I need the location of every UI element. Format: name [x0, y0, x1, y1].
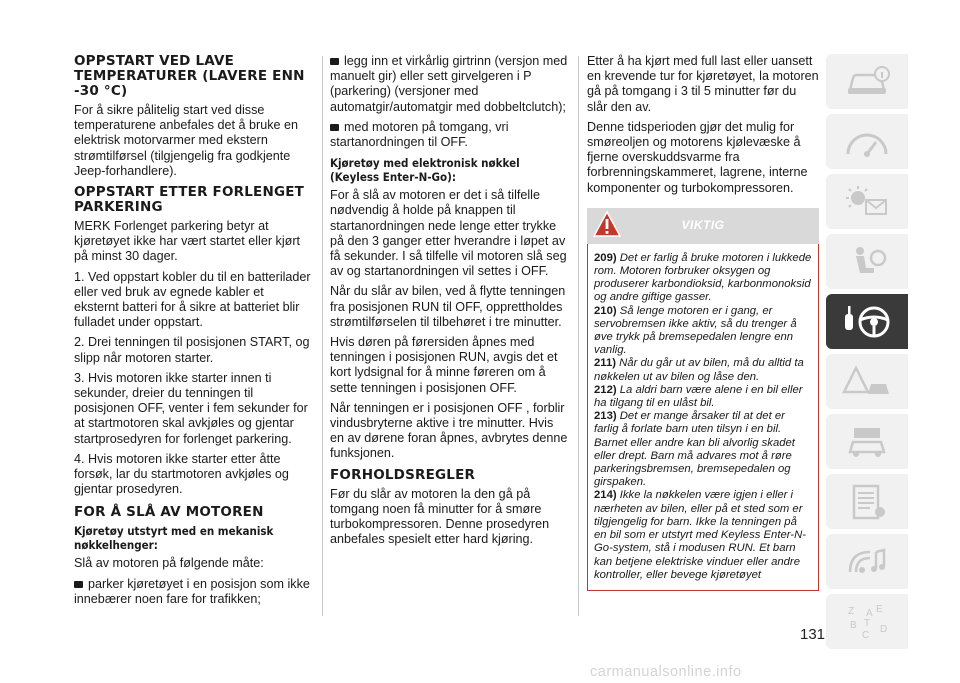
technical-data-icon: [842, 484, 892, 520]
multimedia-icon: [842, 544, 892, 580]
paragraph: For å slå av motoren er det i så tilfelle nødvendig å holde på knappen til startanordningen nede lenge etter trykke på den 3 ganger etter hverandre i løpet av få sekunder. I så tilfelle vil motoren slå seg av og startanordningen vil settes i OFF.: [330, 188, 567, 279]
notice-item: [594, 357, 812, 383]
index-letter: Z: [848, 605, 855, 617]
index-letter: B: [850, 619, 857, 631]
key-steering-wheel-icon: [839, 302, 895, 342]
text-column-3: [587, 54, 819, 591]
tab-starting-driving[interactable]: [826, 294, 908, 349]
tab-lights[interactable]: [826, 174, 908, 229]
notice-number: 213): [594, 410, 617, 423]
notice-number: 211): [594, 357, 616, 370]
index-letter: A: [866, 607, 873, 619]
notice-text: Ikke la nøkkelen være igjen i eller i nærheten av bilen, eller på et sted som er tilgjengelig for barn. Ikke la tenningen på en bil som er utstyrt med Keyless Enter-N-Go-system, stå i modusen RUN. Et barn kan betjene elektriske vinduer eller andre kontroller, eller bevege kjøretøyet: [594, 489, 806, 581]
watermark: carmanualsonline.info: [590, 664, 742, 680]
bullet-item: med motoren på tomgang, vri startanordningen til OFF.: [330, 120, 568, 150]
car-maintenance-icon: [842, 424, 892, 460]
heading-cold-start: OPPSTART VED LAVE TEMPERATURER (LAVERE ENN -30 °C): [74, 53, 305, 99]
index-alphabet-icon: [842, 602, 892, 642]
notice-number: 210): [594, 304, 617, 317]
tab-dashboard[interactable]: [826, 114, 908, 169]
notice-number: 214): [594, 489, 617, 502]
dashboard-gauge-icon: [842, 124, 892, 160]
paragraph: Hvis døren på førersiden åpnes med tenningen i posisjonen RUN, avgis det et kort lydsignal for å minne føreren om å sette tenningen i posisjonen OFF.: [330, 335, 558, 395]
tab-index[interactable]: [826, 594, 908, 649]
paragraph: Slå av motoren på følgende måte:: [74, 556, 264, 571]
paragraph: MERK Forlenget parkering betyr at kjøretøyet ikke har vært startet eller kjørt på minst 30 dager.: [74, 219, 301, 264]
paragraph: 4. Hvis motoren ikke starter etter åtte forsøk, lar du startmotoren avkjøles og gjentar prosedyren.: [74, 451, 289, 497]
index-letter: C: [862, 629, 870, 641]
notice-number: 209): [594, 251, 617, 264]
heading-precautions: FORHOLDSREGLER: [330, 466, 476, 483]
chapter-tabs: [826, 54, 908, 654]
important-notice-body: [587, 244, 819, 591]
warning-triangle-car-icon: [842, 364, 892, 400]
paragraph: 1. Ved oppstart kobler du til en batterilader eller ved bruk av egnede kabler et eksternt batteri for å sikre at batteriet blir fulladet under oppstart.: [74, 269, 311, 330]
notice-text: La aldri barn være alene i en bil eller ha tilgang til en ulåst bil.: [594, 383, 803, 410]
paragraph: 3. Hvis motoren ikke starter innen ti sekunder, dreier du tenningen til posisjonen OFF, venter i fem sekunder for at startmotoren skal avkjøles og gjentar startprosedyren for forlenget parkering.: [74, 370, 308, 446]
paragraph: Når tenningen er i posisjonen OFF , forblir vindusbryterne aktive i tre minutter. Hvis en av dørene foran åpnes, avbrytes denne funksjonen.: [330, 400, 568, 461]
index-letter: E: [876, 603, 883, 615]
paragraph: Når du slår av bilen, ved å flytte tenningen fra posisjonen RUN til OFF, opprettholdes strømtilførselen til tilbehøret i tre minutter.: [330, 284, 566, 329]
tab-car-info[interactable]: [826, 54, 908, 109]
notice-text: Det er mange årsaker til at det er farlig å forlate barn uten tilsyn i en bil. Barnet eller andre kan bli alvorlig skadet eller drept. Barn må advares mot å røre parkeringsbremsen, bremsepedalen og girspaken.: [594, 410, 795, 489]
index-letter: T: [864, 617, 871, 629]
tab-technical-data[interactable]: [826, 474, 908, 529]
airbag-seat-icon: [842, 244, 892, 280]
important-notice-box: [587, 208, 819, 591]
heading-engine-off: FOR Å SLÅ AV MOTOREN: [74, 504, 264, 521]
notice-item: [594, 252, 812, 305]
notice-item: [594, 410, 812, 489]
heading-extended-parking: OPPSTART ETTER FORLENGET PARKERING: [74, 184, 305, 216]
paragraph: For å sikre pålitelig start ved disse temperaturene anbefales det å bruke en elektrisk motorvarmer med ekstern strømtilførsel (tilgjengelig fra godkjente Jeep-forhandlere).: [74, 103, 299, 178]
paragraph: Etter å ha kjørt med full last eller uansett en krevende tur for kjøretøyet, la motoren gå på tomgang i 3 til 5 minutter før du slår den av.: [587, 54, 819, 114]
notice-number: 212): [594, 383, 617, 396]
bullet-item: legg inn et virkårlig girtrinn (versjon med manuelt gir) eller sett girvelgeren i P (parkering) (versjoner med automatgir/automatgir med dobbeltclutch);: [330, 54, 568, 114]
notice-text: Det er farlig å bruke motoren i lukkede rom. Motoren forbruker oksygen og produserer karbondioksid, karbonmonoksid og andre giftige gasser.: [594, 251, 812, 304]
subheading-keyless: Kjøretøy med elektronisk nøkkel (Keyless Enter-N-Go):: [330, 156, 520, 185]
important-notice-title: VIKTIG: [681, 217, 725, 232]
paragraph: Denne tidsperioden gjør det mulig for smøreoljen og motorens kjølevæske å fjerne overskuddsvarme fra forbrenningskammeret, lagrene, interne komponenter og turbokompressoren.: [587, 119, 808, 195]
tab-safety[interactable]: [826, 234, 908, 289]
notice-text: Så lenge motoren er i gang, er servobremsen ikke aktiv, så du trenger å øve trykk på bremsepedalen lengre enn vanlig.: [594, 304, 797, 357]
column-divider: [578, 56, 579, 616]
tab-maintenance[interactable]: [826, 414, 908, 469]
column-divider: [322, 56, 323, 616]
text-column-2: [330, 54, 568, 552]
paragraph: Før du slår av motoren la den gå på tomgang noen få minutter for å smøre turbokompressoren. Denne prosedyren anbefales spesielt etter hard kjøring.: [330, 486, 550, 547]
important-notice-header: [587, 208, 819, 244]
page-number: 131: [800, 626, 826, 643]
paragraph: 2. Drei tenningen til posisjonen START, og slipp når motoren starter.: [74, 335, 310, 365]
notice-item: [594, 489, 812, 581]
notice-item: [594, 384, 812, 410]
tab-emergency[interactable]: [826, 354, 908, 409]
lights-envelope-icon: [842, 184, 892, 220]
text-column-1: [74, 54, 312, 612]
car-info-icon: [842, 64, 892, 100]
notice-text: Når du går ut av bilen, må du alltid ta nøkkelen ut av bilen og låse den.: [594, 357, 804, 383]
index-letter: D: [880, 623, 888, 635]
bullet-item: parker kjøretøyet i en posisjon som ikke innebærer noen fare for trafikken;: [74, 577, 312, 607]
subheading-mechanical-key: Kjøretøy utstyrt med en mekanisk nøkkelhenger:: [74, 524, 274, 553]
notice-item: [594, 305, 812, 358]
tab-multimedia[interactable]: [826, 534, 908, 589]
